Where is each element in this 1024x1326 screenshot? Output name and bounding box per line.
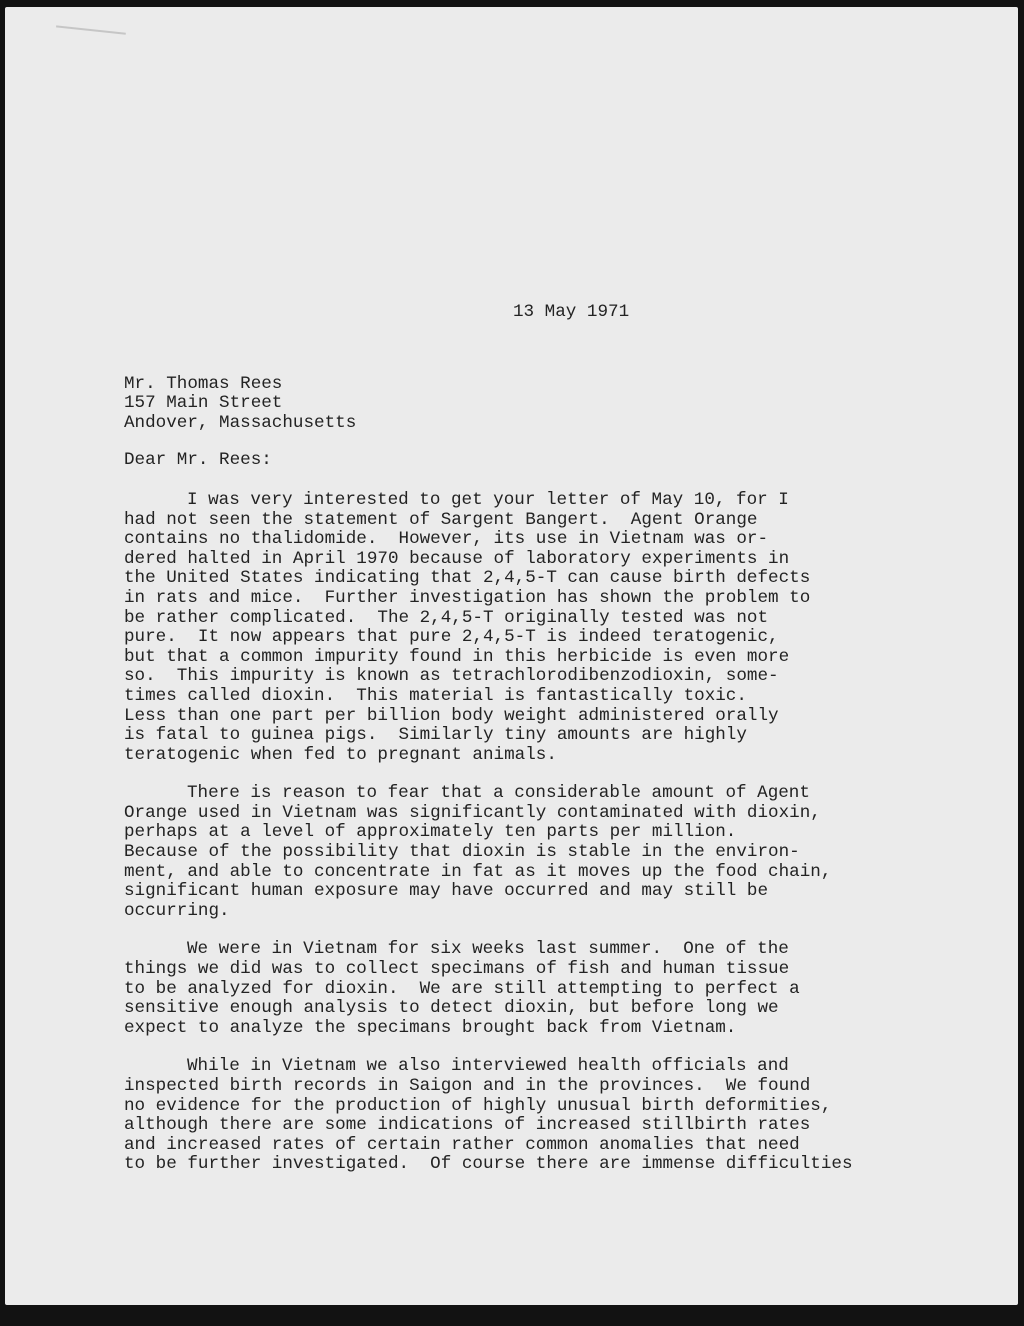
- recipient-street: 157 Main Street: [124, 393, 283, 414]
- paragraph-line: expect to analyze the specimans brought back from Vietnam.: [124, 1017, 737, 1038]
- paragraph-line: teratogenic when fed to pregnant animals.: [124, 744, 557, 765]
- paragraph-line: While in Vietnam we also interviewed health officials and: [187, 1056, 789, 1077]
- paragraph-line: to be further investigated. Of course there are immense difficulties: [124, 1154, 853, 1175]
- paragraph-line: no evidence for the production of highly unusual birth deformities,: [124, 1095, 832, 1116]
- paragraph-line: sensitive enough analysis to detect dioxin, but before long we: [124, 998, 779, 1019]
- letter-date: 13 May 1971: [513, 302, 630, 322]
- paragraph-line: things we did was to collect specimans of fish and human tissue: [124, 959, 790, 980]
- paragraph-line: is fatal to guinea pigs. Similarly tiny amounts are highly: [124, 725, 747, 746]
- recipient-city: Andover, Massachusetts: [124, 412, 357, 433]
- paragraph-line: Because of the possibility that dioxin is stable in the environ-: [124, 842, 800, 863]
- paragraph-3: [124, 940, 954, 1038]
- paragraph-line: Orange used in Vietnam was significantly contaminated with dioxin,: [124, 802, 821, 823]
- paragraph-line: be rather complicated. The 2,4,5-T originally tested was not: [124, 607, 769, 628]
- paragraph-line: ment, and able to concentrate in fat as it moves up the food chain,: [124, 861, 832, 882]
- recipient-name: Mr. Thomas Rees: [124, 373, 283, 394]
- page-corner-mark: [54, 25, 126, 52]
- paragraph-1: [124, 491, 954, 765]
- paragraph-line: inspected birth records in Saigon and in the provinces. We found: [124, 1076, 811, 1096]
- paragraph-line: dered halted in April 1970 because of laboratory experiments in: [124, 548, 790, 569]
- paragraph-line: the United States indicating that 2,4,5-T can cause birth defects: [124, 568, 811, 589]
- paragraph-line: significant human exposure may have occurred and may still be: [124, 881, 769, 902]
- paragraph-line: although there are some indications of increased stillbirth rates: [124, 1115, 811, 1136]
- paragraph-4: [124, 1057, 954, 1175]
- paragraph-2: [124, 784, 954, 921]
- paragraph-line: perhaps at a level of approximately ten parts per million.: [124, 822, 737, 843]
- letter-paragraphs: [124, 491, 954, 1175]
- letter-body: [124, 303, 954, 1194]
- paragraph-line: I was very interested to get your letter of May 10, for I: [187, 489, 789, 510]
- salutation: Dear Mr. Rees:: [124, 450, 272, 471]
- paragraph-line: and increased rates of certain rather common anomalies that need: [124, 1134, 800, 1155]
- paragraph-line: pure. It now appears that pure 2,4,5-T is indeed teratogenic,: [124, 627, 779, 648]
- paragraph-line: times called dioxin. This material is fantastically toxic.: [124, 685, 747, 706]
- paragraph-line: to be analyzed for dioxin. We are still attempting to perfect a: [124, 978, 800, 999]
- paragraph-line: occurring.: [124, 900, 230, 921]
- paragraph-line: Less than one part per billion body weight administered orally: [124, 705, 779, 726]
- recipient-address: [124, 375, 954, 434]
- paragraph-line: had not seen the statement of Sargent Bangert. Agent Orange: [124, 509, 758, 530]
- paragraph-line: There is reason to fear that a considerable amount of Agent: [187, 783, 810, 804]
- paragraph-line: but that a common impurity found in this herbicide is even more: [124, 646, 790, 667]
- paragraph-line: contains no thalidomide. However, its use in Vietnam was or-: [124, 529, 769, 550]
- letter-page: [5, 7, 1018, 1305]
- paragraph-line: in rats and mice. Further investigation has shown the problem to: [124, 587, 811, 608]
- paragraph-line: We were in Vietnam for six weeks last summer. One of the: [187, 939, 789, 960]
- paragraph-line: so. This impurity is known as tetrachlorodibenzodioxin, some-: [124, 666, 779, 687]
